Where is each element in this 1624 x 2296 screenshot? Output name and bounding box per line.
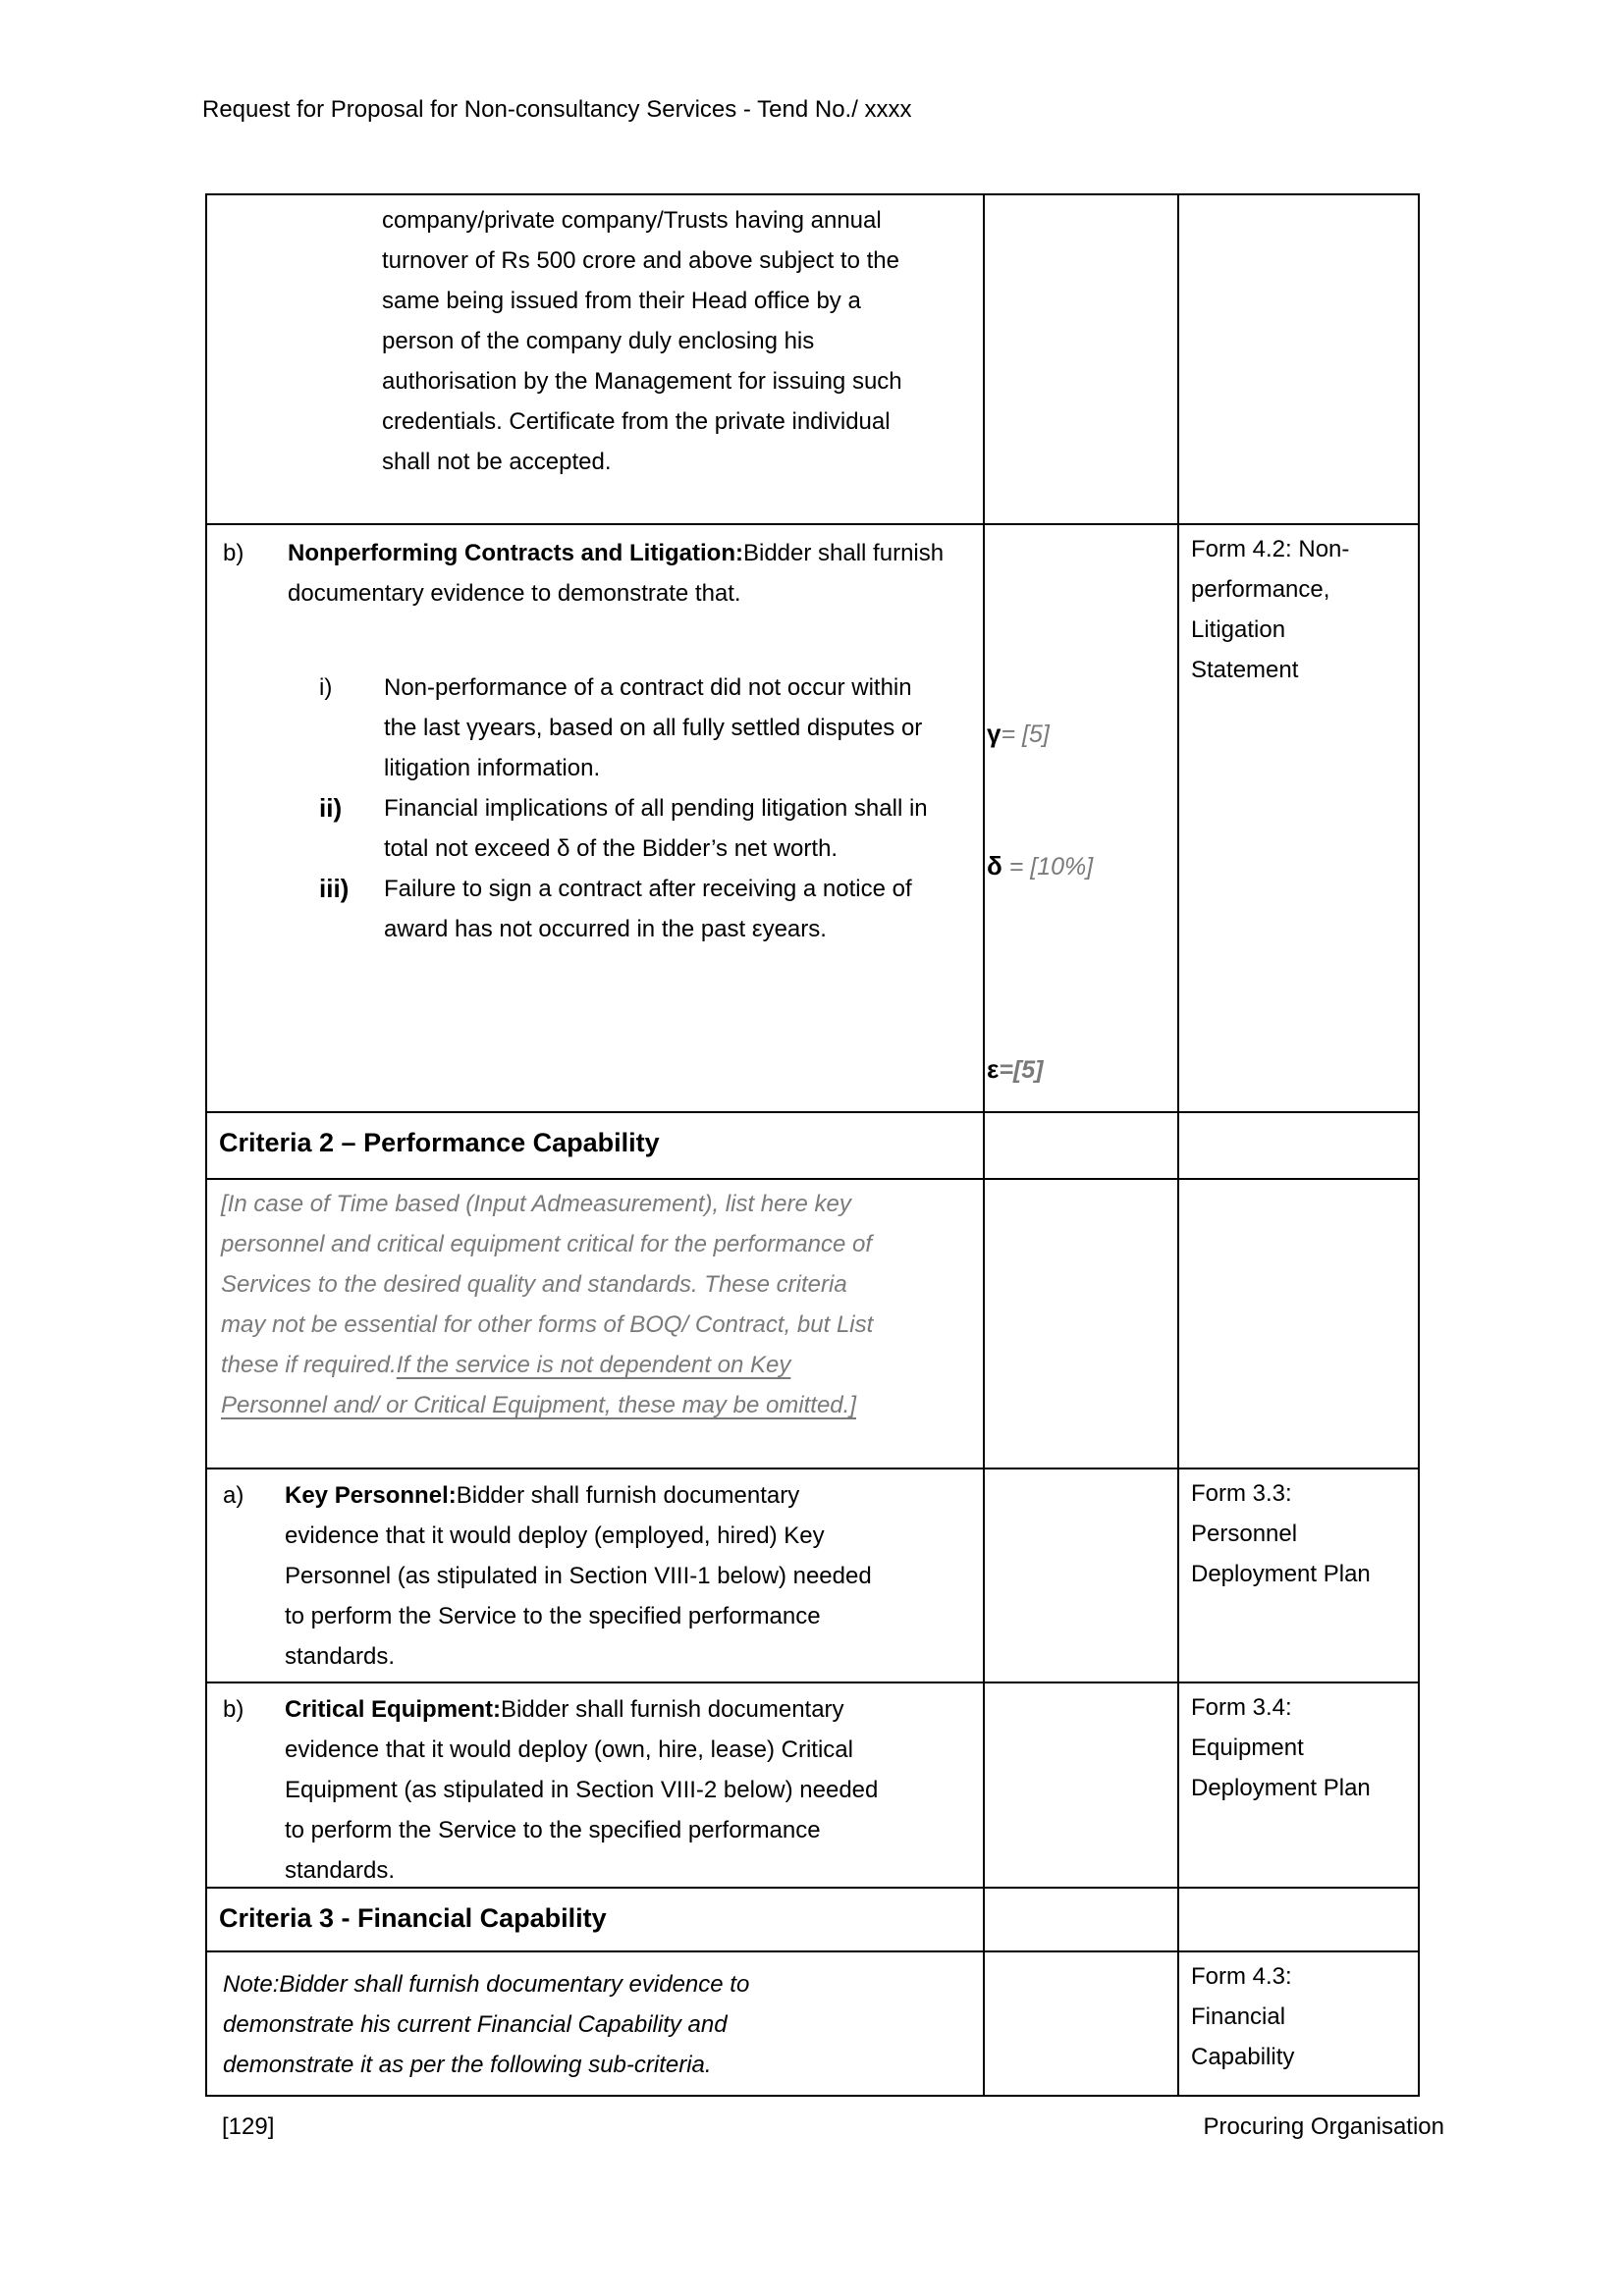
empty-cell <box>985 1683 1179 1887</box>
financial-note-text: Note:Bidder shall furnish documentary evidence to demonstrate his current Financial Capability and demonstrate it as per the following sub-criteria. <box>223 1971 750 2078</box>
criteria2-cell <box>207 1113 985 1178</box>
footer-organisation: Procuring Organisation <box>1203 2113 1444 2140</box>
criteria3-cell <box>207 1889 985 1950</box>
page-number: [129] <box>222 2113 275 2140</box>
list-label: a) <box>223 1482 244 1509</box>
table-row-credentials <box>207 195 1418 525</box>
guidance-underlined: If the service is not dependent on Key Personnel and/ or Critical Equipment, these may be omitted.] <box>221 1352 856 1418</box>
empty-cell <box>985 195 1179 523</box>
epsilon-value: =[5] <box>999 1056 1044 1084</box>
form-reference-cell <box>1179 525 1418 1111</box>
delta-symbol: δ <box>987 851 1002 881</box>
empty-cell <box>985 1952 1179 2095</box>
page-header: Request for Proposal for Non-consultancy Services - Tend No./ xxxx <box>202 96 912 123</box>
empty-cell <box>985 1180 1179 1468</box>
item-number: i) <box>319 674 333 701</box>
table-row-financial-note <box>207 1952 1418 2095</box>
form-reference-cell <box>1179 1469 1418 1682</box>
nonperforming-title: Nonperforming Contracts and Litigation: <box>288 540 743 566</box>
list-label: b) <box>223 540 244 566</box>
list-item <box>288 788 953 869</box>
list-item <box>288 869 953 949</box>
item-text: Failure to sign a contract after receiving a notice of award has not occurred in the past εyears. <box>384 876 912 942</box>
key-personnel-cell <box>207 1469 985 1682</box>
table-row-guidance <box>207 1180 1418 1469</box>
list-item <box>288 667 953 788</box>
nonperforming-cell <box>207 525 985 1111</box>
form-reference: Form 3.3: Personnel Deployment Plan <box>1191 1480 1371 1587</box>
critical-equipment-title: Critical Equipment: <box>285 1696 502 1723</box>
item-text: Financial implications of all pending litigation shall in total not exceed δ of the Bidder’s net worth. <box>384 795 928 862</box>
key-personnel-title: Key Personnel: <box>285 1482 457 1509</box>
table-row-nonperforming <box>207 525 1418 1113</box>
param-gamma <box>987 714 1050 755</box>
guidance-plain: [In case of Time based (Input Admeasurement), list here key personnel and critical equipment critical for the performance of Services to the desired quality and standards. These criteria may not be essential for other forms of BOQ/ Contract, but List these if required. <box>221 1191 874 1378</box>
param-epsilon <box>987 1049 1044 1091</box>
item-text: Non-performance of a contract did not occur within the last γyears, based on all fully settled disputes or litigation information. <box>384 674 923 781</box>
empty-cell <box>1179 1113 1418 1178</box>
item-number: ii) <box>319 793 343 823</box>
nonperforming-items <box>288 667 953 949</box>
key-personnel-paragraph <box>207 1469 983 1677</box>
empty-cell <box>1179 1889 1418 1950</box>
key-personnel-text: Bidder shall furnish documentary evidence that it would deploy (employed, hired) Key Personnel (as stipulated in Section VIII-1 below) needed to perform the Service to the specified performance standards. <box>285 1482 872 1670</box>
qualification-criteria-table <box>205 193 1420 2097</box>
guidance-cell <box>207 1180 985 1468</box>
empty-cell <box>985 1113 1179 1178</box>
critical-equipment-text: Bidder shall furnish documentary evidence that it would deploy (own, hire, lease) Critical Equipment (as stipulated in Section VIII-2 below) needed to perform the Service to the specified performance standards. <box>285 1696 879 1884</box>
empty-cell <box>985 1889 1179 1950</box>
list-label: b) <box>223 1696 244 1723</box>
table-row-criteria2 <box>207 1113 1418 1180</box>
form-reference-cell <box>1179 1683 1418 1887</box>
empty-cell <box>1179 1180 1418 1468</box>
financial-note-cell <box>207 1952 985 2095</box>
form-reference: Form 3.4: Equipment Deployment Plan <box>1191 1694 1371 1801</box>
form-reference: Form 4.2: Non-performance, Litigation Statement <box>1191 536 1350 683</box>
delta-value: = [10%] <box>1001 853 1094 881</box>
gamma-value: = [5] <box>1001 721 1050 748</box>
item-number: iii) <box>319 874 350 903</box>
form-reference-cell <box>1179 1952 1418 2095</box>
table-row-criteria3 <box>207 1889 1418 1952</box>
credentials-text: company/private company/Trusts having annual turnover of Rs 500 crore and above subject to the same being issued from their Head office by a person of the company duly enclosing his authorisation by the Management for issuing such credentials. Certificate from the private individual shall not be accepted. <box>382 207 902 475</box>
critical-equipment-cell <box>207 1683 985 1887</box>
credentials-cell <box>207 195 985 523</box>
epsilon-symbol: ε <box>987 1054 1000 1084</box>
guidance-text <box>207 1180 983 1425</box>
table-row-critical-equipment <box>207 1683 1418 1889</box>
critical-equipment-paragraph <box>207 1683 983 1887</box>
nonperforming-paragraph <box>207 525 983 949</box>
nonperforming-intro: Bidder shall furnish documentary evidence to demonstrate that. <box>288 540 945 607</box>
criteria3-heading: Criteria 3 - Financial Capability <box>219 1903 607 1933</box>
parameters-cell <box>985 525 1179 1111</box>
table-row-key-personnel <box>207 1469 1418 1683</box>
criteria2-heading: Criteria 2 – Performance Capability <box>219 1128 660 1157</box>
gamma-symbol: γ <box>987 719 1001 748</box>
param-delta <box>987 846 1093 887</box>
empty-cell <box>1179 195 1418 523</box>
form-reference: Form 4.3: Financial Capability <box>1191 1963 1295 2070</box>
empty-cell <box>985 1469 1179 1682</box>
